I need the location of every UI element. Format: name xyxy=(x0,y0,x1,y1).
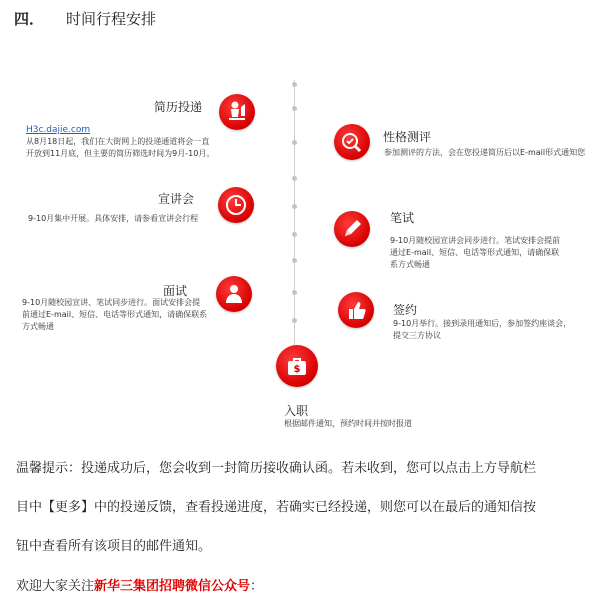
step-written-desc: 9-10月随校园宣讲会同步进行。笔试安排会提前 通过E-mail、短信、电话等形式通知，请确保联 系方式畅通 xyxy=(390,236,561,269)
step-seminar-title: 宣讲会 xyxy=(158,192,195,206)
section-heading xyxy=(14,8,156,29)
notice-line: 钮中查看所有该项目的邮件通知。 xyxy=(16,539,212,554)
personality-test-icon xyxy=(334,124,370,160)
thumbs-up-icon xyxy=(338,292,374,328)
step-sign-desc: 9-10月举行。接到录用通知后，参加签约座谈会， 提交三方协议 xyxy=(393,319,572,340)
timeline-dot xyxy=(292,82,297,87)
timeline-dot xyxy=(292,204,297,209)
pen-icon xyxy=(334,211,370,247)
step-resume-desc: 从8月18日起，我们在大街网上的投递通道将会一直 开放到11月底，但主要的简历筛选时间为9月-10月。 xyxy=(26,137,215,158)
step-seminar-desc: 9-10月集中开展。具体安排，请参看宣讲会行程 xyxy=(28,214,199,223)
step-written-title: 笔试 xyxy=(390,211,415,225)
step-interview-desc: 9-10月随校园宣讲、笔试同步进行。面试安排会提 前通过E-mail、短信、电话等形式通知，请确保联系 方式畅通 xyxy=(22,298,208,331)
timeline-dot xyxy=(292,176,297,181)
timeline-dot xyxy=(292,258,297,263)
timeline-dot xyxy=(292,140,297,145)
clock-icon xyxy=(218,187,254,223)
step-resume-title: 简历投递 xyxy=(154,100,203,114)
step-personality-title: 性格测评 xyxy=(383,130,432,144)
wechat-account-name: 新华三集团招聘微信公众号 xyxy=(94,579,251,594)
dajie-link[interactable]: H3c.dajie.com xyxy=(26,125,91,135)
section-number: 四． xyxy=(14,10,45,28)
step-onboard-desc: 根据邮件通知，预约时间并按时报道 xyxy=(284,419,412,428)
timeline-dot xyxy=(292,106,297,111)
onboarding-bag-icon xyxy=(276,345,318,387)
svg-text:$: $ xyxy=(293,364,301,375)
follow-line: 欢迎大家关注新华三集团招聘微信公众号： xyxy=(16,579,264,594)
notice-line: 温馨提示：投递成功后，您会收到一封简历接收确认函。若未收到，您可以点击上方导航栏 xyxy=(16,461,537,476)
timeline-dot xyxy=(292,290,297,295)
section-title: 时间行程安排 xyxy=(66,10,157,28)
step-interview-title: 面试 xyxy=(163,284,188,298)
step-sign-title: 签约 xyxy=(393,303,418,317)
step-personality-desc: 参加测评的方法，会在您投递简历后以E-mail形式通知您 xyxy=(384,148,586,157)
timeline-dot xyxy=(292,232,297,237)
person-icon xyxy=(216,276,252,312)
step-onboard-title: 入职 xyxy=(284,404,309,418)
timeline-dot xyxy=(292,318,297,323)
resume-submit-icon xyxy=(219,94,255,130)
notice-line: 目中【更多】中的投递反馈，查看投递进度，若确实已经投递，则您可以在最后的通知信按 xyxy=(16,500,537,515)
